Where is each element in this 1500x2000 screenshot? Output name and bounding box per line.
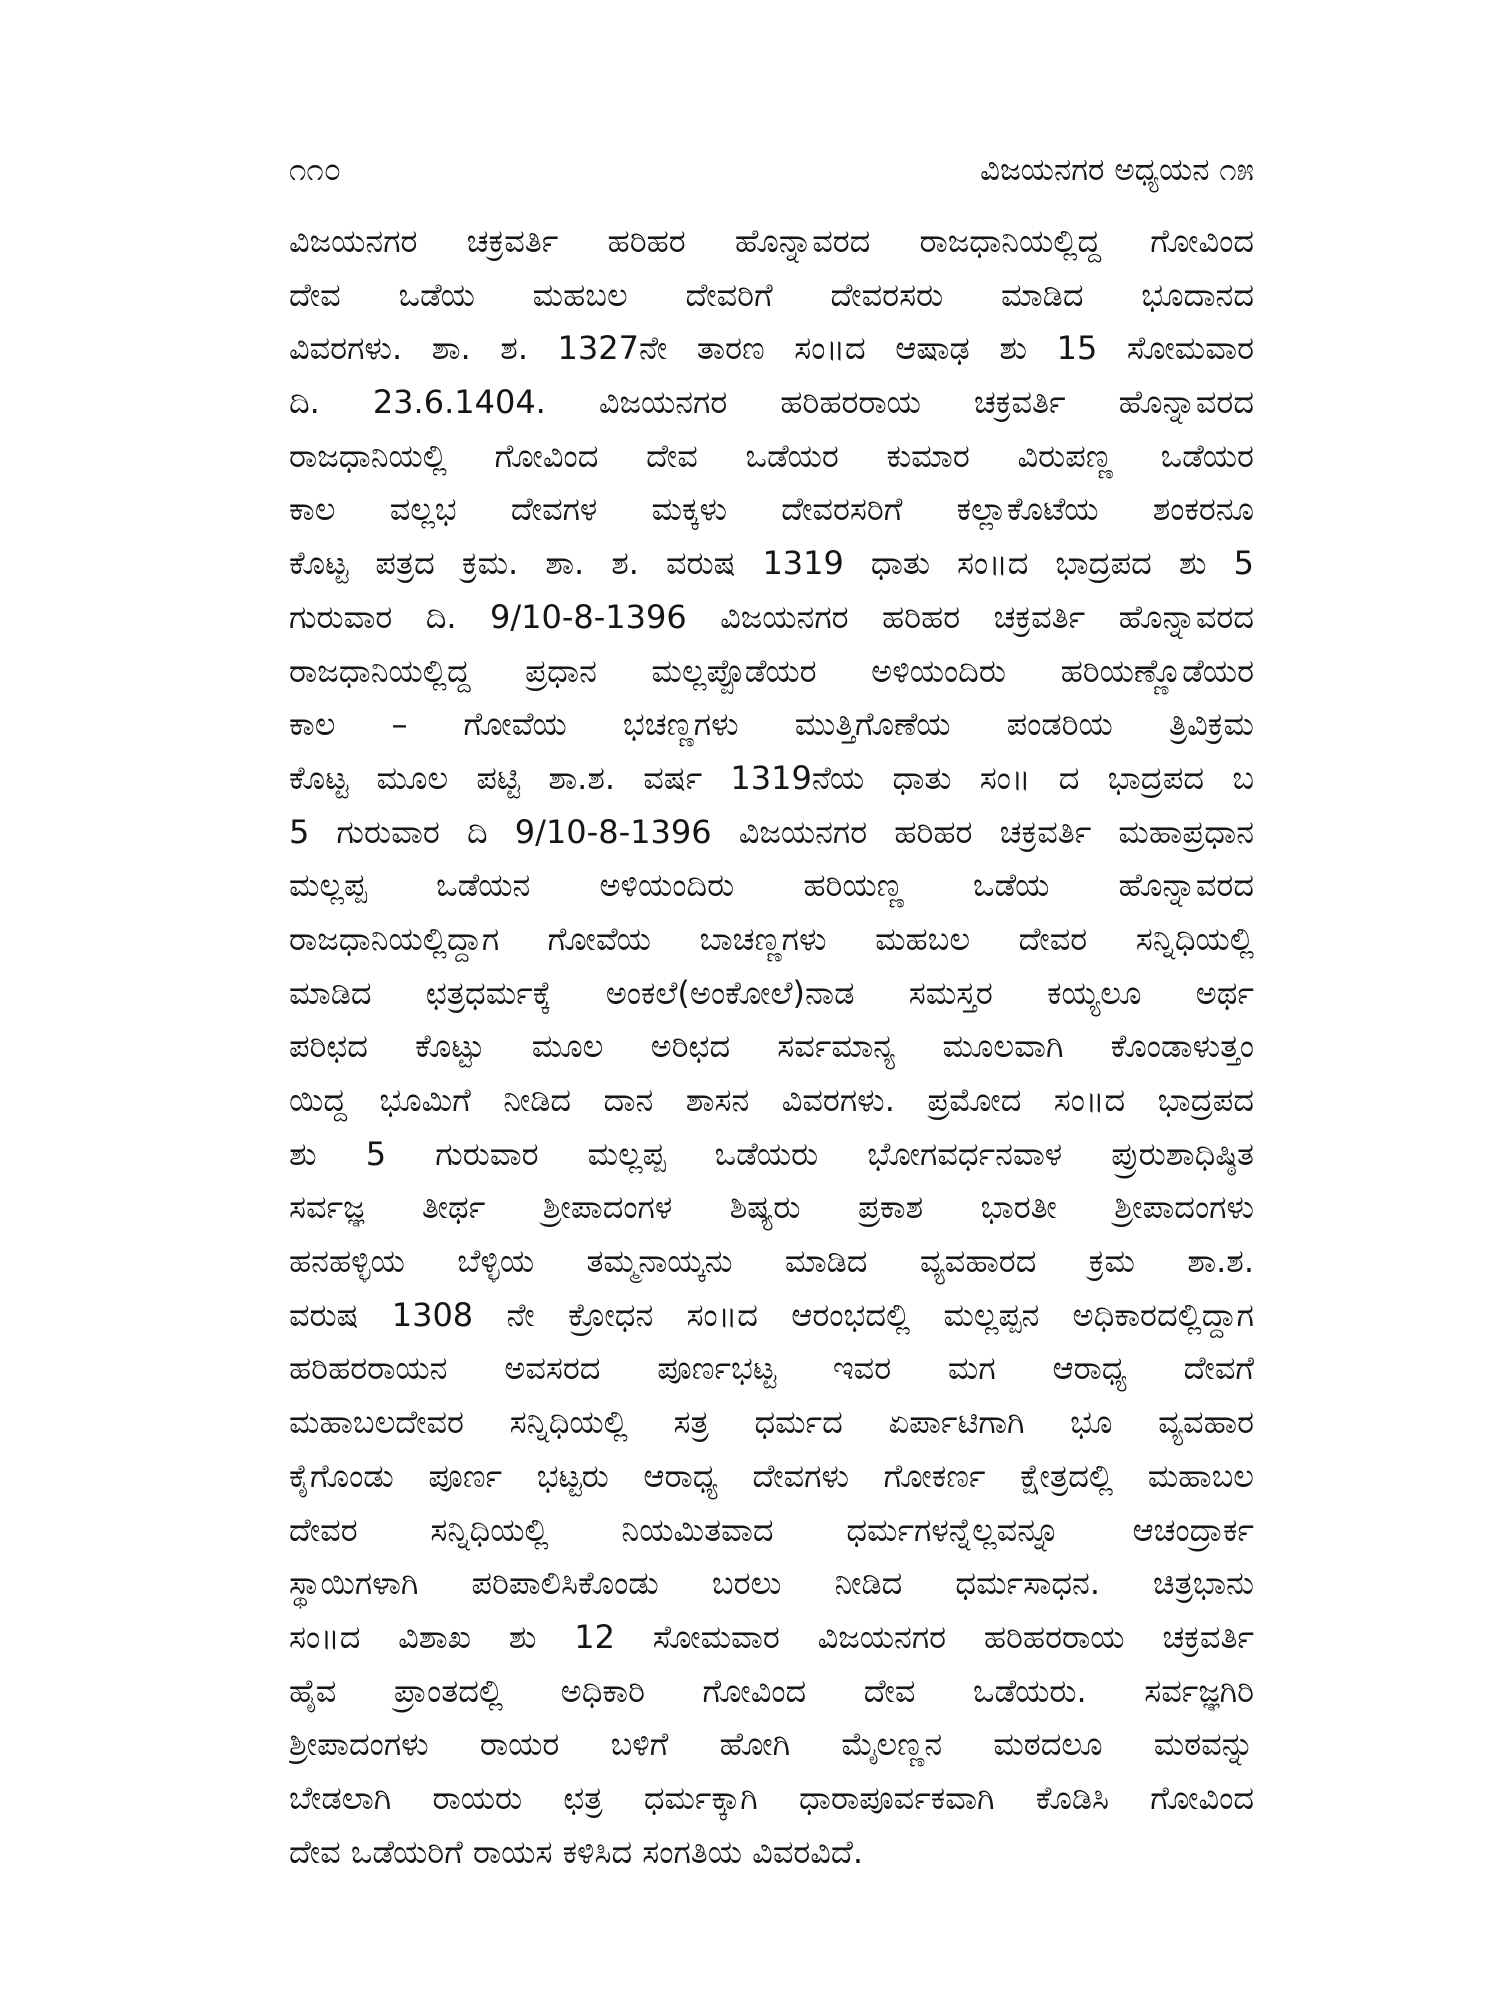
text-line: ವಿವರಗಳು. ಶಾ. ಶ. 1327ನೇ ತಾರಣ ಸಂ॥ದ ಆಷಾಢ ಶು 15 ಸೋಮವಾರ	[289, 329, 1254, 368]
text-line: ಕೊಟ್ಟ ಮೂಲ ಪಟ್ಟಿ ಶಾ.ಶ. ವರ್ಷ 1319ನೆಯ ಧಾತು ಸಂ॥ ದ ಭಾದ್ರಪದ ಬ	[289, 758, 1254, 797]
text-line: ಪರಿಛದ ಕೊಟ್ಟು ಮೂಲ ಅರಿಛದ ಸರ್ವಮಾನ್ಯ ಮೂಲವಾಗಿ ಕೊಂಡಾಳುತ್ತಂ	[289, 1027, 1254, 1066]
text-line: ದೇವರ ಸನ್ನಿಧಿಯಲ್ಲಿ ನಿಯಮಿತವಾದ ಧರ್ಮಗಳನ್ನೆಲ್ಲವನ್ನೂ ಆಚಂದ್ರಾರ್ಕ	[289, 1510, 1254, 1549]
text-line: ಹನಹಳ್ಳಿಯ ಬೆಳ್ಳಿಯ ತಮ್ಮನಾಯ್ಕನು ಮಾಡಿದ ವ್ಯವಹಾರದ ಕ್ರಮ ಶಾ.ಶ.	[289, 1242, 1254, 1281]
text-line: ಮಾಡಿದ ಛತ್ರಧರ್ಮಕ್ಕೆ ಅಂಕಲೆ(ಅಂಕೋಲೆ)ನಾಡ ಸಮಸ್ತರ ಕಯ್ಯಲೂ ಅರ್ಥ	[289, 973, 1254, 1012]
text-line: ದಿ. 23.6.1404. ವಿಜಯನಗರ ಹರಿಹರರಾಯ ಚಕ್ರವರ್ತಿ ಹೊನ್ನಾವರದ	[289, 383, 1254, 422]
text-line: ವರುಷ 1308 ನೇ ಕ್ರೋಧನ ಸಂ॥ದ ಆರಂಭದಲ್ಲಿ ಮಲ್ಲಪ್ಪನ ಅಧಿಕಾರದಲ್ಲಿದ್ದಾಗ	[289, 1295, 1254, 1334]
text-line: ದೇವ ಒಡೆಯ ಮಹಬಲ ದೇವರಿಗೆ ದೇವರಸರು ಮಾಡಿದ ಭೂದಾನದ	[289, 275, 1254, 314]
text-line: ವಿಜಯನಗರ ಚಕ್ರವರ್ತಿ ಹರಿಹರ ಹೊನ್ನಾವರದ ರಾಜಧಾನಿಯಲ್ಲಿದ್ದ ಗೋವಿಂದ	[289, 222, 1254, 260]
text-line: ಬೇಡಲಾಗಿ ರಾಯರು ಛತ್ರ ಧರ್ಮಕ್ಕಾಗಿ ಧಾರಾಪೂರ್ವಕವಾಗಿ ಕೊಡಿಸಿ ಗೋವಿಂದ	[289, 1778, 1254, 1817]
text-line: ಸ್ಥಾಯಿಗಳಾಗಿ ಪರಿಪಾಲಿಸಿಕೊಂಡು ಬರಲು ನೀಡಿದ ಧರ್ಮಸಾಧನ. ಚಿತ್ರಭಾನು	[289, 1564, 1254, 1603]
text-line: ಶು 5 ಗುರುವಾರ ಮಲ್ಲಪ್ಪ ಒಡೆಯರು ಭೋಗವರ್ಧನವಾಳ ಪ್ರುರುಶಾಧಿಷ್ಠಿತ	[289, 1134, 1254, 1173]
text-line: ಯಿದ್ದ ಭೂಮಿಗೆ ನೀಡಿದ ದಾನ ಶಾಸನ ವಿವರಗಳು. ಪ್ರಮೋದ ಸಂ॥ದ ಭಾದ್ರಪದ	[289, 1081, 1254, 1119]
text-line: ಕಾಲ ವಲ್ಲಭ ದೇವಗಳ ಮಕ್ಕಳು ದೇವರಸರಿಗೆ ಕಲ್ಲಾಕೊಟೆಯ ಶಂಕರನೂ	[289, 490, 1254, 529]
text-line: ಸಂ॥ದ ವಿಶಾಖ ಶು 12 ಸೋಮವಾರ ವಿಜಯನಗರ ಹರಿಹರರಾಯ ಚಕ್ರವರ್ತಿ	[289, 1617, 1254, 1656]
running-title: ವಿಜಯನಗರ ಅಧ್ಯಯನ ೧೫	[979, 152, 1254, 188]
text-line: ಕೈಗೊಂಡು ಪೂರ್ಣ ಭಟ್ಟರು ಆರಾಧ್ಯ ದೇವಗಳು ಗೋಕರ್ಣ ಕ್ಷೇತ್ರದಲ್ಲಿ ಮಹಾಬಲ	[289, 1456, 1254, 1495]
text-line: ಕೊಟ್ಟ ಪತ್ರದ ಕ್ರಮ. ಶಾ. ಶ. ವರುಷ 1319 ಧಾತು ಸಂ॥ದ ಭಾದ್ರಪದ ಶು 5	[289, 544, 1254, 583]
text-line: ರಾಜಧಾನಿಯಲ್ಲಿದ್ದಾಗ ಗೋವೆಯ ಬಾಚಣ್ಣಗಳು ಮಹಬಲ ದೇವರ ಸನ್ನಿಧಿಯಲ್ಲಿ	[289, 919, 1254, 958]
text-line: ಗುರುವಾರ ದಿ. 9/10-8-1396 ವಿಜಯನಗರ ಹರಿಹರ ಚಕ್ರವರ್ತಿ ಹೊನ್ನಾವರದ	[289, 597, 1254, 636]
text-line-last: ದೇವ ಒಡೆಯರಿಗೆ ರಾಯಸ ಕಳಿಸಿದ ಸಂಗತಿಯ ವಿವರವಿದೆ.	[289, 1832, 864, 1871]
text-line: ಸರ್ವಜ್ಞ ತೀರ್ಥ ಶ್ರೀಪಾದಂಗಳ ಶಿಷ್ಯರು ಪ್ರಕಾಶ ಭಾರತೀ ಶ್ರೀಪಾದಂಗಳು	[289, 1188, 1254, 1227]
text-line: ಕಾಲ – ಗೋವೆಯ ಭಚಣ್ಣಗಳು ಮುತ್ತಿಗೊಣೆಯ ಪಂಡರಿಯ ತ್ರಿವಿಕ್ರಮ	[289, 705, 1254, 744]
page-number: ೧೧೦	[289, 152, 342, 188]
text-line: ಮಲ್ಲಪ್ಪ ಒಡೆಯನ ಅಳಿಯಂದಿರು ಹರಿಯಣ್ಣ ಒಡೆಯ ಹೊನ್ನಾವರದ	[289, 866, 1254, 905]
text-line: ಹರಿಹರರಾಯನ ಅವಸರದ ಪೂರ್ಣಭಟ್ಟ ಇವರ ಮಗ ಆರಾಧ್ಯ ದೇವಗೆ	[289, 1349, 1254, 1388]
text-line: 5 ಗುರುವಾರ ದಿ 9/10-8-1396 ವಿಜಯನಗರ ಹರಿಹರ ಚಕ್ರವರ್ತಿ ಮಹಾಪ್ರಧಾನ	[289, 812, 1254, 851]
running-header	[289, 148, 1254, 198]
text-line: ಶ್ರೀಪಾದಂಗಳು ರಾಯರ ಬಳಿಗೆ ಹೋಗಿ ಮೈಲಣ್ಣನ ಮಠದಲೂ ಮಠವನ್ನು	[289, 1725, 1254, 1764]
text-line: ರಾಜಧಾನಿಯಲ್ಲಿದ್ದ ಪ್ರಧಾನ ಮಲ್ಲಪ್ಪೊಡೆಯರ ಅಳಿಯಂದಿರು ಹರಿಯಣ್ಣೊಡೆಯರ	[289, 651, 1254, 690]
text-line: ರಾಜಧಾನಿಯಲ್ಲಿ ಗೋವಿಂದ ದೇವ ಒಡೆಯರ ಕುಮಾರ ವಿರುಪಣ್ಣ ಒಡೆಯರ	[289, 436, 1254, 475]
text-line: ಮಹಾಬಲದೇವರ ಸನ್ನಿಧಿಯಲ್ಲಿ ಸತ್ರ ಧರ್ಮದ ಏರ್ಪಾಟಿಗಾಗಿ ಭೂ ವ್ಯವಹಾರ	[289, 1403, 1254, 1442]
text-line: ಹೈವ ಪ್ರಾಂತದಲ್ಲಿ ಅಧಿಕಾರಿ ಗೋವಿಂದ ದೇವ ಒಡೆಯರು. ಸರ್ವಜ್ಞಗಿರಿ	[289, 1671, 1254, 1710]
body-paragraph	[289, 215, 1254, 1879]
